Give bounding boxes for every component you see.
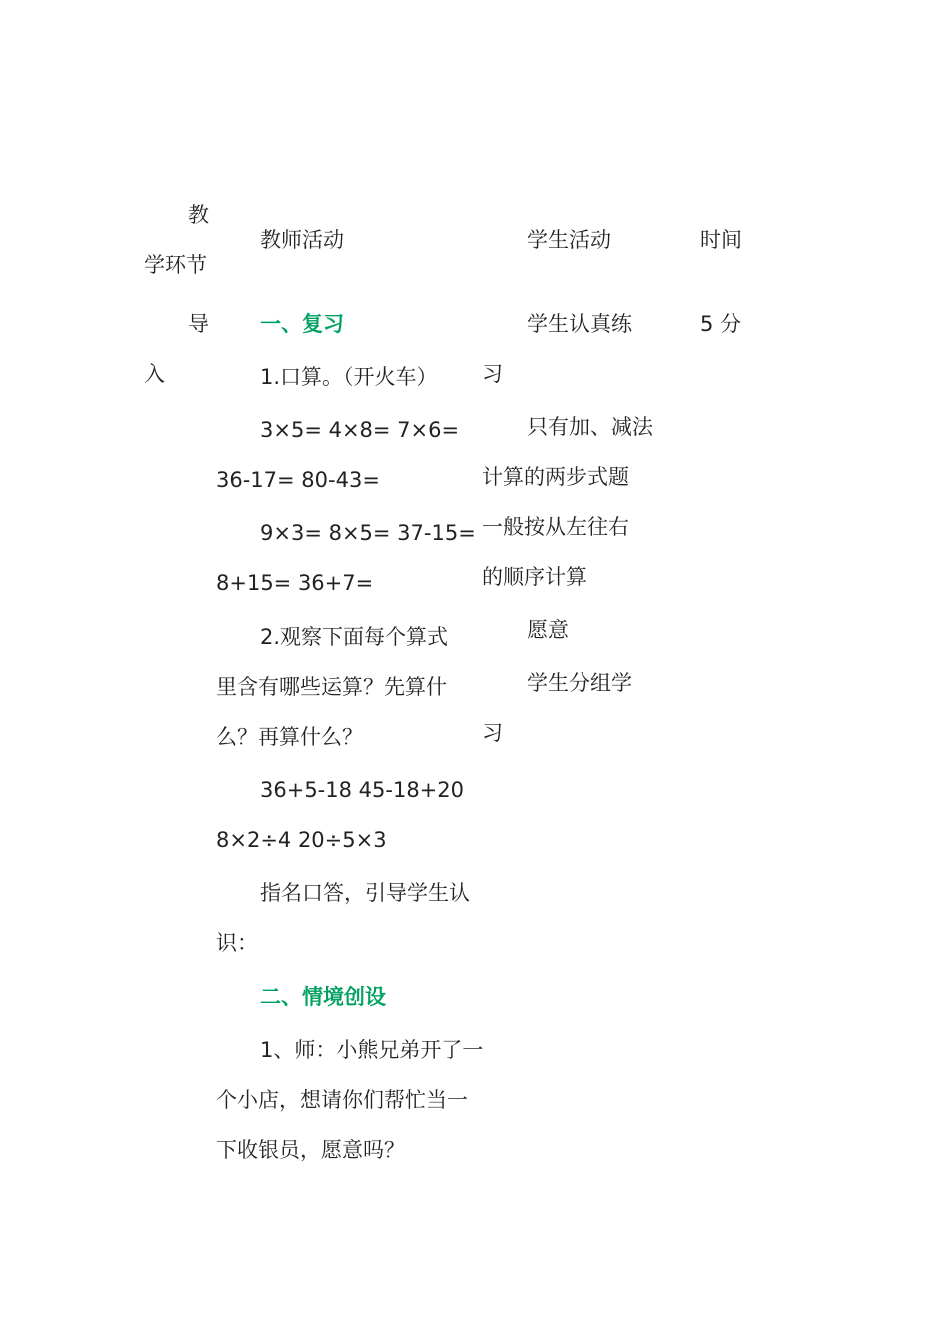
header-stage-line1: 教	[188, 203, 209, 227]
expr-row2: 8×2÷4 20÷5×3	[216, 828, 387, 852]
guide-line1: 指名口答，引导学生认	[260, 881, 470, 905]
student-group-line1: 学生分组学	[527, 671, 632, 695]
guide-line2: 识：	[216, 931, 258, 955]
header-teacher-activity: 教师活动	[260, 228, 344, 252]
stage-intro-line1: 导	[188, 312, 209, 336]
header-time: 时间	[700, 228, 742, 252]
expr-row1: 36+5-18 45-18+20	[260, 778, 464, 802]
teacher-item2-line3: 么？再算什么？	[216, 725, 363, 749]
student-willing: 愿意	[527, 618, 569, 642]
student-rule-line4: 的顺序计算	[482, 565, 587, 589]
time-intro: 5 分	[700, 312, 742, 336]
calc-row1b: 36-17= 80-43=	[216, 468, 380, 492]
calc-row2b: 8+15= 36+7=	[216, 571, 374, 595]
calc-row1a: 3×5= 4×8= 7×6=	[260, 418, 460, 442]
calc-row2a: 9×3= 8×5= 37-15=	[260, 521, 476, 545]
review-heading: 一、复习	[260, 312, 344, 336]
teacher-item2-line2: 里含有哪些运算？先算什	[216, 675, 447, 699]
teacher-item2-line1: 2.观察下面每个算式	[260, 625, 449, 649]
student-practice-line2: 习	[482, 362, 503, 386]
teacher-item1: 1.口算。（开火车）	[260, 365, 438, 389]
student-rule-line1: 只有加、减法	[527, 415, 653, 439]
scene-heading: 二、情境创设	[260, 985, 386, 1009]
student-group-line2: 习	[482, 721, 503, 745]
student-rule-line2: 计算的两步式题	[482, 465, 629, 489]
header-student-activity: 学生活动	[527, 228, 611, 252]
scene-line3: 下收银员，愿意吗？	[216, 1138, 405, 1162]
scene-line1: 1、师：小熊兄弟开了一	[260, 1038, 484, 1062]
scene-line2: 个小店，想请你们帮忙当一	[216, 1088, 468, 1112]
stage-intro-line2: 入	[144, 362, 165, 386]
student-rule-line3: 一般按从左往右	[482, 515, 629, 539]
student-practice-line1: 学生认真练	[527, 312, 632, 336]
header-stage-line2: 学环节	[144, 253, 207, 277]
